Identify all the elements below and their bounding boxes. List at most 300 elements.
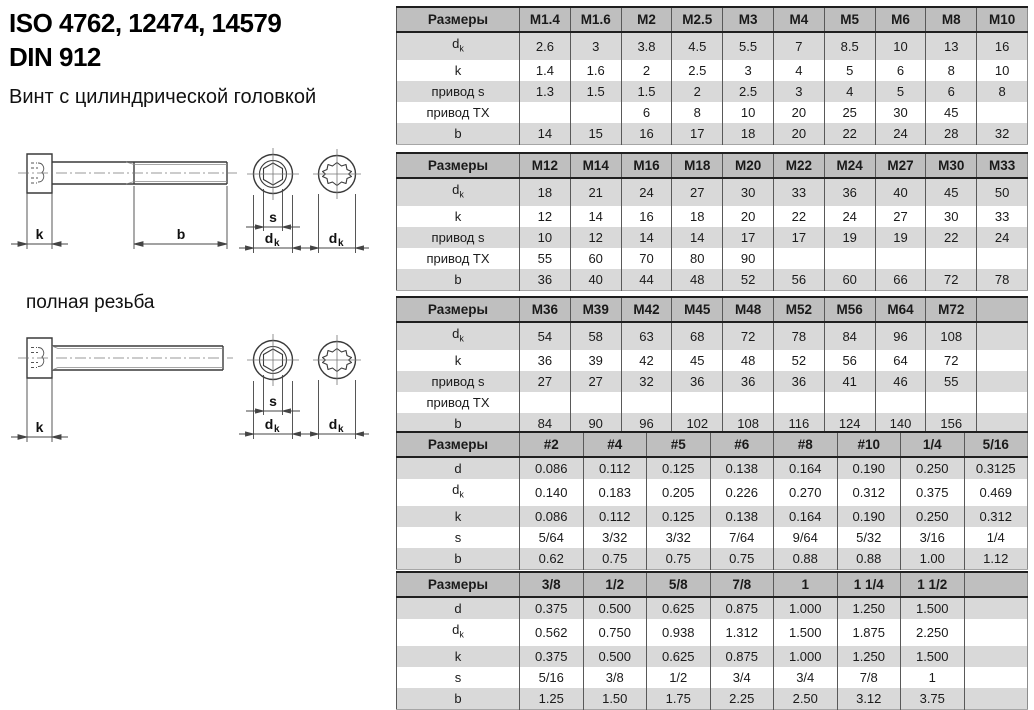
value-cell: 1/2 <box>647 667 711 688</box>
table-row <box>397 227 1028 248</box>
value-cell: 5 <box>824 60 875 81</box>
size-column-header: M14 <box>570 153 621 178</box>
value-cell: 56 <box>773 269 824 291</box>
value-cell <box>977 371 1028 392</box>
value-cell: 3/4 <box>710 667 774 688</box>
value-cell: 24 <box>977 227 1028 248</box>
value-cell: 1.000 <box>774 597 838 619</box>
table-row <box>397 81 1028 102</box>
value-cell: 1.312 <box>710 619 774 646</box>
table-row <box>397 688 1028 710</box>
value-cell: 0.112 <box>583 506 647 527</box>
table-row <box>397 60 1028 81</box>
value-cell: 1/4 <box>964 527 1028 548</box>
value-cell: 0.3125 <box>964 457 1028 479</box>
value-cell: 0.75 <box>710 548 774 570</box>
dimension-label-dk-torx: d <box>328 416 338 432</box>
value-cell: 0.190 <box>837 506 901 527</box>
row-label: d <box>454 461 462 476</box>
value-cell: 0.125 <box>647 457 711 479</box>
dimension-label-dk-hex-sub: k <box>274 424 280 435</box>
value-cell: 3/8 <box>583 667 647 688</box>
row-label: b <box>454 125 462 141</box>
dimension-label-b: b <box>176 226 186 242</box>
size-column-header: M27 <box>875 153 926 178</box>
row-label: $d_k$ <box>452 36 464 54</box>
size-column-header: M20 <box>723 153 774 178</box>
value-cell: 2 <box>672 81 723 102</box>
value-cell: 60 <box>570 248 621 269</box>
value-cell <box>773 392 824 413</box>
value-cell: 108 <box>723 413 774 435</box>
value-cell: 1.75 <box>647 688 711 710</box>
value-cell: 3/32 <box>647 527 711 548</box>
row-label: привод TX <box>426 104 490 120</box>
row-label: s <box>454 529 462 545</box>
value-cell: 0.138 <box>710 457 774 479</box>
value-cell: 96 <box>875 322 926 350</box>
size-column-header: M24 <box>824 153 875 178</box>
size-column-header: M30 <box>926 153 977 178</box>
value-cell: 13 <box>926 32 977 60</box>
value-cell: 5/16 <box>520 667 584 688</box>
value-cell: 48 <box>723 350 774 371</box>
metric-table-small-sizes <box>396 6 1028 145</box>
table-row <box>397 123 1028 145</box>
value-cell: 24 <box>621 178 672 206</box>
value-cell: 0.086 <box>520 457 584 479</box>
value-cell: 17 <box>723 227 774 248</box>
value-cell: 44 <box>621 269 672 291</box>
size-column-header: M72 <box>926 297 977 322</box>
value-cell: 14 <box>520 123 571 145</box>
part-description: Винт с цилиндрической головкой <box>9 86 317 108</box>
value-cell: 27 <box>570 371 621 392</box>
value-cell: 3/16 <box>901 527 965 548</box>
table-row <box>397 527 1028 548</box>
value-cell: 2.50 <box>774 688 838 710</box>
value-cell: 0.469 <box>964 479 1028 506</box>
value-cell: 78 <box>977 269 1028 291</box>
size-column-header: #8 <box>774 432 838 457</box>
size-column-header: 3/8 <box>520 572 584 597</box>
value-cell: 36 <box>520 350 571 371</box>
screw-side-view-partial-thread-drawing <box>5 145 390 263</box>
value-cell: 20 <box>773 102 824 123</box>
value-cell: 1.500 <box>901 646 965 667</box>
value-cell: 108 <box>926 322 977 350</box>
size-column-header: M6 <box>875 7 926 32</box>
torx-end-view <box>313 335 361 385</box>
size-column-header: M2 <box>621 7 672 32</box>
value-cell: 0.62 <box>520 548 584 570</box>
size-column-header: 1 1/2 <box>901 572 965 597</box>
value-cell: 0.75 <box>583 548 647 570</box>
value-cell: 36 <box>773 371 824 392</box>
value-cell: 60 <box>824 269 875 291</box>
row-label: k <box>454 648 462 664</box>
value-cell: 102 <box>672 413 723 435</box>
size-column-header: M56 <box>824 297 875 322</box>
value-cell <box>926 248 977 269</box>
value-cell: 0.875 <box>710 597 774 619</box>
table-row <box>397 32 1028 60</box>
value-cell <box>964 619 1028 646</box>
value-cell: 8 <box>977 81 1028 102</box>
row-label: привод s <box>431 373 485 389</box>
value-cell: 4 <box>773 60 824 81</box>
value-cell <box>977 392 1028 413</box>
title-standards-iso: ISO 4762, 12474, 14579 <box>9 8 282 38</box>
dimensions-table <box>396 571 1028 710</box>
value-cell: 1.000 <box>774 646 838 667</box>
value-cell: 58 <box>570 322 621 350</box>
value-cell: 90 <box>723 248 774 269</box>
size-column-header: M45 <box>672 297 723 322</box>
value-cell: 5 <box>875 81 926 102</box>
value-cell: 16 <box>621 123 672 145</box>
value-cell <box>520 102 571 123</box>
row-label: $d_k$ <box>452 622 464 640</box>
value-cell <box>977 322 1028 350</box>
value-cell: 22 <box>926 227 977 248</box>
value-cell <box>926 392 977 413</box>
size-column-header: #10 <box>837 432 901 457</box>
value-cell: 70 <box>621 248 672 269</box>
sizes-header: Размеры <box>397 572 520 597</box>
value-cell: 7 <box>773 32 824 60</box>
value-cell <box>723 392 774 413</box>
value-cell: 0.500 <box>583 646 647 667</box>
row-label: b <box>454 415 462 431</box>
size-column-header: M64 <box>875 297 926 322</box>
value-cell <box>964 597 1028 619</box>
screw-head-outline <box>27 154 52 193</box>
row-label: k <box>454 352 462 368</box>
value-cell: 22 <box>773 206 824 227</box>
size-column-header: 5/8 <box>647 572 711 597</box>
value-cell: 28 <box>926 123 977 145</box>
value-cell: 14 <box>672 227 723 248</box>
size-column-header: M39 <box>570 297 621 322</box>
size-column-header: 1/2 <box>583 572 647 597</box>
table-row <box>397 506 1028 527</box>
value-cell: 30 <box>875 102 926 123</box>
size-column-header: M10 <box>977 7 1028 32</box>
dimension-label-s: s <box>269 209 277 225</box>
value-cell: 32 <box>621 371 672 392</box>
value-cell: 36 <box>672 371 723 392</box>
table-row <box>397 392 1028 413</box>
value-cell <box>977 102 1028 123</box>
value-cell: 84 <box>824 322 875 350</box>
row-label: $d_k$ <box>452 326 464 344</box>
size-column-header: 1 1/4 <box>837 572 901 597</box>
value-cell: 32 <box>977 123 1028 145</box>
size-column-header: #2 <box>520 432 584 457</box>
size-column-header: M42 <box>621 297 672 322</box>
torx-end-view <box>313 149 361 199</box>
size-column-header: M33 <box>977 153 1028 178</box>
value-cell: 140 <box>875 413 926 435</box>
size-column-header: M1.4 <box>520 7 571 32</box>
size-column-header <box>964 572 1028 597</box>
value-cell: 1 <box>901 667 965 688</box>
row-label: привод TX <box>426 394 490 410</box>
value-cell: 9/64 <box>774 527 838 548</box>
dimension-label-dk-hex: d <box>264 416 274 432</box>
value-cell: 25 <box>824 102 875 123</box>
value-cell: 10 <box>723 102 774 123</box>
value-cell <box>977 248 1028 269</box>
value-cell: 72 <box>926 350 977 371</box>
value-cell: 17 <box>672 123 723 145</box>
value-cell <box>773 248 824 269</box>
hidden-socket-lines <box>31 347 44 367</box>
value-cell: 0.562 <box>520 619 584 646</box>
value-cell: 27 <box>672 178 723 206</box>
dimensions-table <box>396 6 1028 145</box>
row-label: привод s <box>431 229 485 245</box>
dimensions-table <box>396 152 1028 291</box>
value-cell: 1.25 <box>520 688 584 710</box>
row-label: k <box>454 62 462 78</box>
hex-socket-end-view <box>247 148 299 200</box>
value-cell: 18 <box>672 206 723 227</box>
value-cell: 1.50 <box>583 688 647 710</box>
value-cell: 56 <box>824 350 875 371</box>
value-cell: 0.226 <box>710 479 774 506</box>
value-cell: 19 <box>875 227 926 248</box>
row-label: привод TX <box>426 250 490 266</box>
value-cell: 30 <box>723 178 774 206</box>
value-cell <box>824 392 875 413</box>
value-cell: 54 <box>520 322 571 350</box>
full-thread-label: полная резьба <box>26 292 155 313</box>
value-cell: 0.625 <box>647 597 711 619</box>
metric-table-medium-sizes <box>396 152 1028 291</box>
value-cell: 12 <box>570 227 621 248</box>
value-cell: 14 <box>621 227 672 248</box>
value-cell: 0.112 <box>583 457 647 479</box>
table-row <box>397 350 1028 371</box>
value-cell: 14 <box>570 206 621 227</box>
value-cell: 8 <box>672 102 723 123</box>
value-cell: 55 <box>520 248 571 269</box>
value-cell: 40 <box>875 178 926 206</box>
value-cell: 7/8 <box>837 667 901 688</box>
value-cell: 24 <box>875 123 926 145</box>
value-cell <box>824 248 875 269</box>
value-cell <box>964 667 1028 688</box>
table-row <box>397 178 1028 206</box>
value-cell: 24 <box>824 206 875 227</box>
value-cell: 8.5 <box>824 32 875 60</box>
value-cell <box>570 102 621 123</box>
value-cell: 41 <box>824 371 875 392</box>
value-cell: 72 <box>926 269 977 291</box>
value-cell: 72 <box>723 322 774 350</box>
value-cell: 4 <box>824 81 875 102</box>
value-cell: 3 <box>570 32 621 60</box>
value-cell: 64 <box>875 350 926 371</box>
inch-table-large-sizes <box>396 571 1028 710</box>
value-cell: 2 <box>621 60 672 81</box>
value-cell: 0.875 <box>710 646 774 667</box>
value-cell: 0.270 <box>774 479 838 506</box>
table-row <box>397 322 1028 350</box>
value-cell: 21 <box>570 178 621 206</box>
value-cell: 33 <box>977 206 1028 227</box>
value-cell: 1.250 <box>837 646 901 667</box>
value-cell: 0.88 <box>774 548 838 570</box>
value-cell: 0.086 <box>520 506 584 527</box>
value-cell: 84 <box>520 413 571 435</box>
value-cell: 1.500 <box>774 619 838 646</box>
value-cell: 27 <box>520 371 571 392</box>
row-label: b <box>454 550 462 566</box>
metric-table-large-sizes <box>396 296 1028 435</box>
sizes-header: Размеры <box>397 153 520 178</box>
dimensions-table <box>396 296 1028 435</box>
size-column-header: 5/16 <box>964 432 1028 457</box>
value-cell: 0.125 <box>647 506 711 527</box>
value-cell: 0.500 <box>583 597 647 619</box>
value-cell: 116 <box>773 413 824 435</box>
value-cell: 1.875 <box>837 619 901 646</box>
screw-side-view-full-thread-drawing <box>5 318 390 453</box>
table-row <box>397 457 1028 479</box>
value-cell: 0.312 <box>837 479 901 506</box>
value-cell: 5/64 <box>520 527 584 548</box>
table-header-row <box>397 7 1028 32</box>
value-cell: 1.12 <box>964 548 1028 570</box>
value-cell: 33 <box>773 178 824 206</box>
value-cell: 0.88 <box>837 548 901 570</box>
dimension-label-dk-hex-sub: k <box>274 238 280 249</box>
row-label: k <box>454 208 462 224</box>
size-column-header: M16 <box>621 153 672 178</box>
size-column-header: 7/8 <box>710 572 774 597</box>
dimension-label-dk-torx: d <box>328 230 338 246</box>
value-cell: 6 <box>621 102 672 123</box>
value-cell: 124 <box>824 413 875 435</box>
value-cell <box>672 392 723 413</box>
value-cell: 12 <box>520 206 571 227</box>
size-column-header: #5 <box>647 432 711 457</box>
value-cell: 2.25 <box>710 688 774 710</box>
row-label: b <box>454 271 462 287</box>
value-cell <box>875 392 926 413</box>
sizes-header: Размеры <box>397 432 520 457</box>
inch-table-small-sizes <box>396 431 1028 570</box>
value-cell: 18 <box>723 123 774 145</box>
hex-socket-end-view <box>247 334 299 386</box>
size-column-header: M3 <box>723 7 774 32</box>
row-label: d <box>454 601 462 616</box>
value-cell: 2.250 <box>901 619 965 646</box>
value-cell: 68 <box>672 322 723 350</box>
dimension-label-dk-torx-sub: k <box>338 424 344 435</box>
value-cell: 0.375 <box>901 479 965 506</box>
value-cell: 0.75 <box>647 548 711 570</box>
page-title <box>9 6 281 75</box>
value-cell: 2.5 <box>672 60 723 81</box>
value-cell: 0.375 <box>520 646 584 667</box>
value-cell: 156 <box>926 413 977 435</box>
size-column-header: M1.6 <box>570 7 621 32</box>
value-cell: 48 <box>672 269 723 291</box>
value-cell: 0.205 <box>647 479 711 506</box>
value-cell: 19 <box>824 227 875 248</box>
value-cell: 40 <box>570 269 621 291</box>
value-cell: 2.6 <box>520 32 571 60</box>
value-cell: 42 <box>621 350 672 371</box>
value-cell: 10 <box>875 32 926 60</box>
size-column-header: M36 <box>520 297 571 322</box>
dimension-label-k: k <box>35 419 44 435</box>
value-cell: 52 <box>773 350 824 371</box>
size-column-header: M8 <box>926 7 977 32</box>
size-column-header: M48 <box>723 297 774 322</box>
value-cell: 39 <box>570 350 621 371</box>
value-cell: 0.190 <box>837 457 901 479</box>
value-cell: 5/32 <box>837 527 901 548</box>
value-cell <box>621 392 672 413</box>
value-cell: 6 <box>926 81 977 102</box>
table-row <box>397 548 1028 570</box>
value-cell: 16 <box>977 32 1028 60</box>
value-cell: 6 <box>875 60 926 81</box>
value-cell: 15 <box>570 123 621 145</box>
table-header-row <box>397 153 1028 178</box>
table-header-row <box>397 297 1028 322</box>
value-cell <box>520 392 571 413</box>
dimension-label-k: k <box>35 226 44 242</box>
size-column-header: 1 <box>774 572 838 597</box>
size-column-header: #4 <box>583 432 647 457</box>
row-label: s <box>454 669 462 685</box>
value-cell: 90 <box>570 413 621 435</box>
value-cell: 17 <box>773 227 824 248</box>
value-cell: 1.3 <box>520 81 571 102</box>
title-standard-din: DIN 912 <box>9 42 101 73</box>
table-row <box>397 269 1028 291</box>
value-cell <box>964 646 1028 667</box>
size-column-header: 1/4 <box>901 432 965 457</box>
size-column-header: #6 <box>710 432 774 457</box>
table-header-row <box>397 572 1028 597</box>
table-header-row <box>397 432 1028 457</box>
value-cell: 0.938 <box>647 619 711 646</box>
value-cell: 45 <box>926 102 977 123</box>
value-cell: 18 <box>520 178 571 206</box>
value-cell: 0.750 <box>583 619 647 646</box>
dimension-label-dk-torx-sub: k <box>338 238 344 249</box>
value-cell: 0.183 <box>583 479 647 506</box>
value-cell: 20 <box>723 206 774 227</box>
table-row <box>397 479 1028 506</box>
value-cell: 10 <box>977 60 1028 81</box>
table-row <box>397 102 1028 123</box>
value-cell <box>875 248 926 269</box>
value-cell: 46 <box>875 371 926 392</box>
value-cell: 7/64 <box>710 527 774 548</box>
value-cell: 1.250 <box>837 597 901 619</box>
value-cell: 4.5 <box>672 32 723 60</box>
size-column-header: M4 <box>773 7 824 32</box>
value-cell: 0.250 <box>901 457 965 479</box>
